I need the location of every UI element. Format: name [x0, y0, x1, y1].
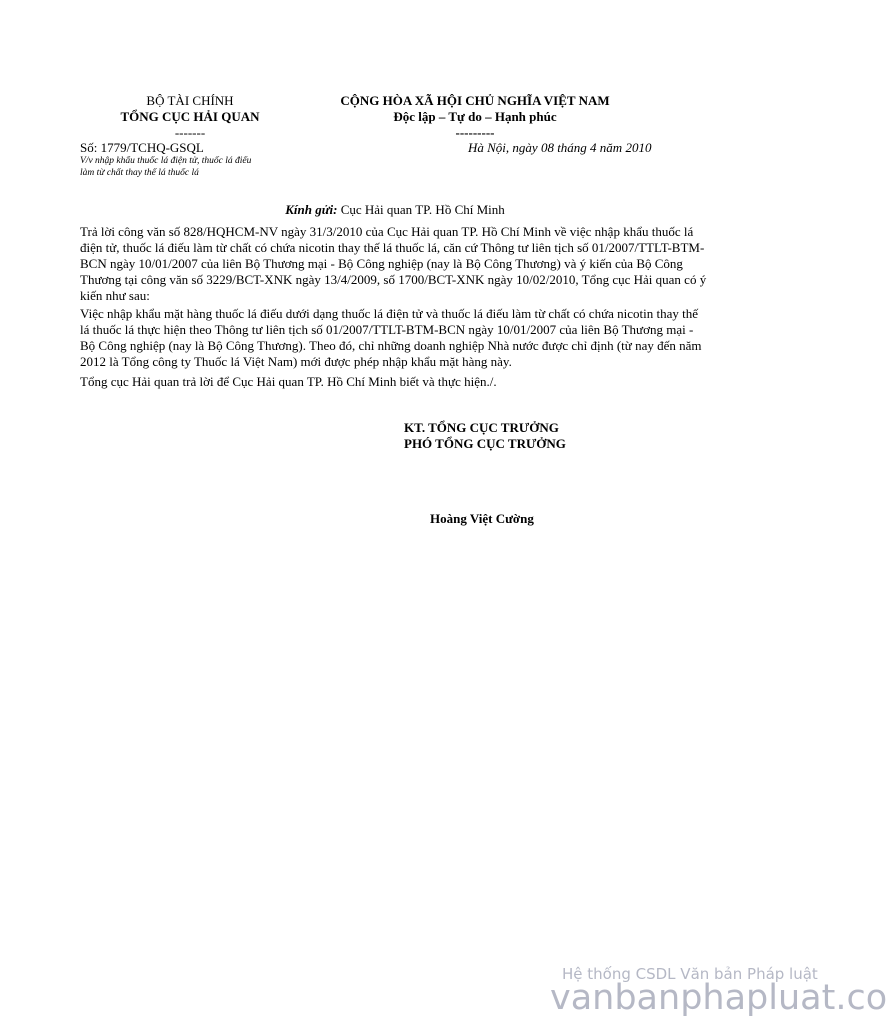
national-header-block	[310, 93, 640, 141]
document-subject	[80, 155, 320, 179]
body-paragraph-3: Tổng cục Hải quan trả lời để Cục Hải quan TP. Hồ Chí Minh biết và thực hiện./.	[80, 374, 497, 389]
issuing-agency-block	[80, 93, 300, 141]
recipient-line	[80, 202, 710, 218]
signer-name: Hoàng Việt Cường	[430, 511, 534, 526]
right-separator: ---------	[455, 125, 495, 140]
document-number: Số: 1779/TCHQ-GSQL	[80, 140, 204, 155]
place-and-date: Hà Nội, ngày 08 tháng 4 năm 2010	[468, 140, 652, 155]
body-paragraph-1: Trả lời công văn số 828/HQHCM-NV ngày 31/3/2010 của Cục Hải quan TP. Hồ Chí Minh về việc nhập khẩu thuốc lá điện tử, thuốc lá điếu làm từ chất có chứa nicotin thay thế lá thuốc lá, căn cứ Thông tư liên tịch số 01/2007/TTLT-BTM-BCN ngày 10/01/2007 của liên Bộ Thương mại - Bộ Công nghiệp (nay là Bộ Công Thương) và ý kiến của Bộ Công Thương tại công văn số 3229/BCT-XNK ngày 13/4/2009, số 1700/BCT-XNK ngày 10/02/2010, Tổng cục Hải quan có ý kiến như sau:	[80, 224, 707, 303]
signature-title-1: KT. TỔNG CỤC TRƯỞNG	[404, 420, 559, 435]
signature-title-2: PHÓ TỔNG CỤC TRƯỞNG	[404, 436, 566, 451]
country-name: CỘNG HÒA XÃ HỘI CHỦ NGHĨA VIỆT NAM	[340, 93, 610, 108]
ministry-name: BỘ TÀI CHÍNH	[146, 93, 234, 108]
left-separator: -------	[174, 125, 206, 140]
national-motto: Độc lập – Tự do – Hạnh phúc	[393, 109, 557, 124]
body-paragraph-2: Việc nhập khẩu mặt hàng thuốc lá điếu dưới dạng thuốc lá điện tử và thuốc lá điếu làm từ chất có chứa nicotin thay thế lá thuốc lá thực hiện theo Thông tư liên tịch số 01/2007/TTLT-BTM-BCN ngày 10/01/2007 của liên Bộ Thương mại - Bộ Công nghiệp (nay là Bộ Công Thương). Theo đó, chỉ những doanh nghiệp Nhà nước được chỉ định (từ nay đến năm 2012 là Tổng công ty Thuốc lá Việt Nam) mới được phép nhập khẩu mặt hàng này.	[80, 306, 702, 369]
agency-name: TỔNG CỤC HẢI QUAN	[120, 109, 260, 124]
recipient-value: Cục Hải quan TP. Hồ Chí Minh	[340, 202, 505, 217]
subject-line-1: V/v nhập khẩu thuốc lá điện tử, thuốc lá điếu	[80, 156, 252, 166]
subject-line-2: làm từ chất thay thế lá thuốc lá	[80, 168, 199, 178]
watermark-line-2: vanbanphapluat.co	[550, 978, 887, 1018]
recipient-label: Kính gửi:	[285, 202, 338, 217]
signature-block	[404, 420, 566, 452]
watermark-line-1: Hệ thống CSDL Văn bản Pháp luật	[562, 965, 818, 983]
